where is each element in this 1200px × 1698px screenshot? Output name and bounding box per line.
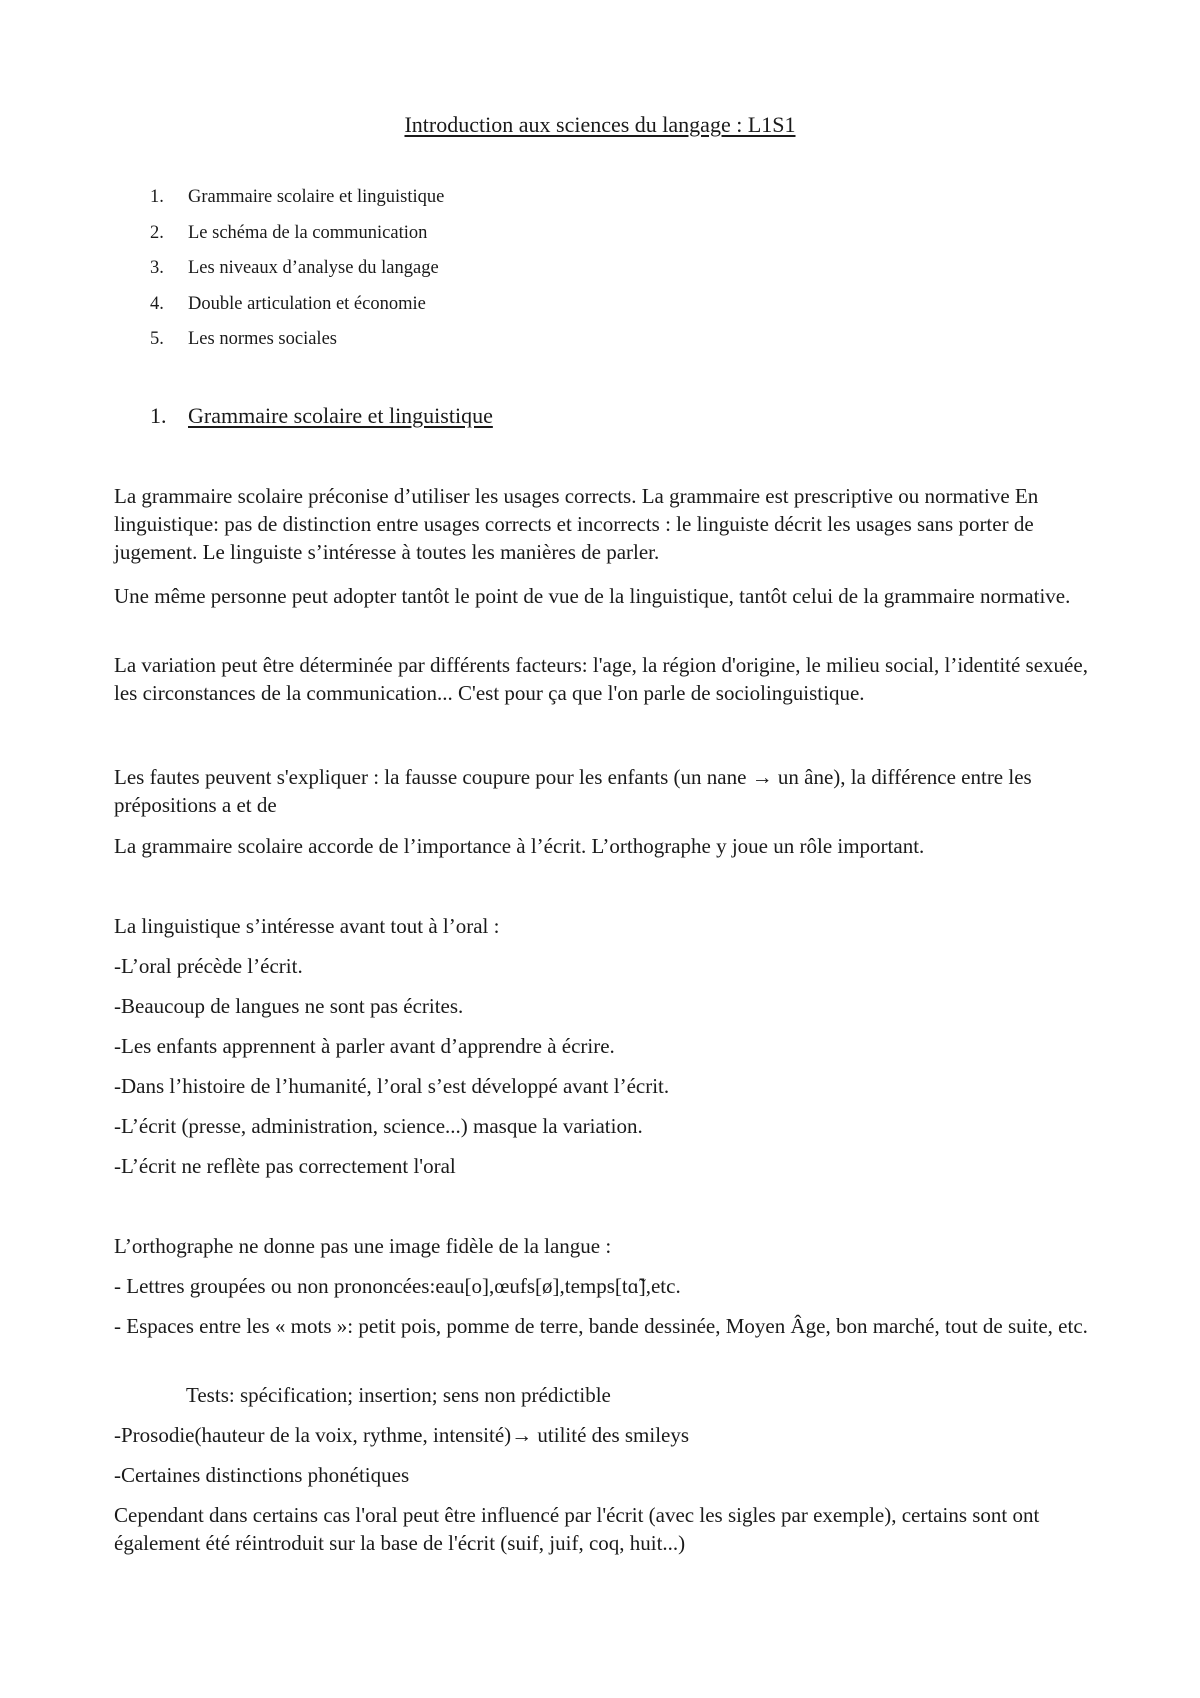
list-item-text: -Les enfants apprennent à parler avant d’apprendre à écrire. (114, 1034, 615, 1058)
paragraph-ecrit (114, 832, 1104, 860)
list-item (114, 952, 1104, 980)
list-item-text: -L’oral précède l’écrit. (114, 954, 303, 978)
list-item (114, 992, 1104, 1020)
paragraph-text: La grammaire scolaire préconise d’utiliser les usages corrects. La grammaire est prescriptive ou normative En linguistique: pas de distinction entre usages corrects et incorrects : le linguiste décrit les usages sans porter de jugement. Le linguiste s’intéresse à toutes les manières de parler. (114, 484, 1039, 564)
toc-item (150, 293, 444, 329)
paragraph-text: L’orthographe ne donne pas une image fidèle de la langue : (114, 1234, 612, 1258)
toc-label: Les normes sociales (188, 329, 337, 349)
paragraph-text: Cependant dans certains cas l'oral peut être influencé par l'écrit (avec les sigles par exemple), certains sont ont également été réintroduit sur la base de l'écrit (suif, juif, coq, huit...) (114, 1503, 1040, 1555)
section-title: Grammaire scolaire et linguistique (188, 403, 493, 428)
paragraph-text: La grammaire scolaire accorde de l’importance à l’écrit. L’orthographe y joue un rôle important. (114, 834, 925, 858)
toc-number: 1. (150, 187, 164, 207)
list-item-text: -Beaucoup de langues ne sont pas écrites. (114, 994, 464, 1018)
list-item (114, 1152, 1104, 1180)
tests-line (114, 1381, 1176, 1409)
list-item-text: -L’écrit (presse, administration, science...) masque la variation. (114, 1114, 643, 1138)
toc-label: Grammaire scolaire et linguistique (188, 187, 445, 207)
list-item-text: -L’écrit ne reflète pas correctement l'oral (114, 1154, 456, 1178)
table-of-contents (150, 186, 444, 364)
ortho-intro (114, 1232, 1104, 1260)
list-item (114, 1112, 1104, 1140)
list-item (114, 1461, 1104, 1489)
paragraph-variation (114, 651, 1104, 707)
toc-number: 3. (150, 258, 164, 278)
paragraph-text: Une même personne peut adopter tantôt le point de vue de la linguistique, tantôt celui de la grammaire normative. (114, 584, 1071, 608)
toc-item (150, 328, 444, 364)
paragraph-point-de-vue (114, 582, 1104, 610)
list-item-text: -Certaines distinctions phonétiques (114, 1463, 410, 1487)
list-item (114, 1272, 1104, 1300)
list-item-text: Tests: spécification; insertion; sens non prédictible (186, 1383, 611, 1407)
list-item-text: - Lettres groupées ou non prononcées:eau[o],œufs[ø],temps[tɑ̃],etc. (114, 1274, 681, 1298)
toc-number: 5. (150, 329, 164, 349)
toc-item (150, 222, 444, 258)
paragraph-text: La variation peut être déterminée par différents facteurs: l'age, la région d'origine, le milieu social, l’identité sexuée, les circonstances de la communication... C'est pour ça que l'on parle de sociolinguistique. (114, 653, 1088, 705)
toc-label: Les niveaux d’analyse du langage (188, 258, 439, 278)
paragraph-usages (114, 482, 1104, 566)
list-item (114, 1421, 1104, 1449)
toc-item (150, 186, 444, 222)
paragraph-fautes (114, 763, 1104, 819)
list-item (114, 1312, 1104, 1340)
list-item (114, 1032, 1104, 1060)
paragraph-text: Les fautes peuvent s'expliquer : la fausse coupure pour les enfants (un nane → un âne), la différence entre les prépositions a et de (114, 765, 1032, 817)
list-item-text: - Espaces entre les « mots »: petit pois, pomme de terre, bande dessinée, Moyen Âge, bon marché, tout de suite, etc. (114, 1314, 1088, 1338)
list-item-text: -Prosodie(hauteur de la voix, rythme, intensité)→ utilité des smileys (114, 1423, 690, 1447)
section-number: 1. (150, 403, 167, 428)
toc-label: Le schéma de la communication (188, 222, 428, 243)
paragraph-conclusion (114, 1501, 1104, 1557)
toc-number: 2. (150, 222, 164, 243)
section-heading (150, 403, 493, 429)
paragraph-text: La linguistique s’intéresse avant tout à l’oral : (114, 914, 500, 938)
toc-number: 4. (150, 293, 164, 314)
list-item-text: -Dans l’histoire de l’humanité, l’oral s’est développé avant l’écrit. (114, 1074, 670, 1098)
toc-label: Double articulation et économie (188, 293, 426, 314)
oral-intro (114, 912, 1104, 940)
document-title: Introduction aux sciences du langage : L1S1 (404, 112, 796, 137)
list-item (114, 1072, 1104, 1100)
toc-item (150, 257, 444, 293)
